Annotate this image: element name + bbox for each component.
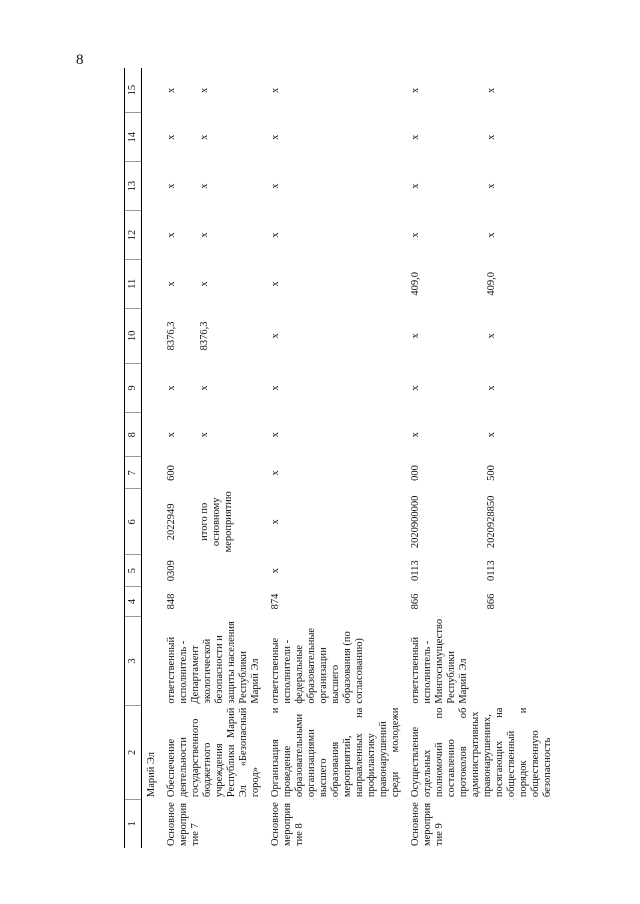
cell-c7: 000	[410, 465, 421, 481]
cell-c7: 600	[166, 465, 177, 481]
cell-c5: 0113	[410, 560, 421, 581]
cell-c7	[195, 457, 267, 489]
cell-c12: х	[486, 232, 497, 238]
cell-c8: х	[166, 432, 177, 438]
cell-c7: 500	[486, 465, 497, 481]
measure-executor: ответственные исполнители - федеральные образовательные организации высшего образования (по согласованию)	[270, 627, 365, 704]
cell-c14: х	[198, 134, 210, 140]
cell-c12: х	[270, 232, 281, 238]
column-number-row	[125, 68, 142, 848]
cell-c11: 409,0	[410, 272, 421, 296]
cell-c7: х	[270, 470, 281, 476]
cell-c5: 0309	[166, 560, 177, 582]
program-measures-table	[124, 68, 558, 848]
cell-c9: х	[166, 385, 177, 391]
cell-c15: х	[270, 87, 281, 93]
cell-c11: х	[198, 281, 210, 287]
cell-c4	[195, 587, 267, 617]
cell-c5	[195, 555, 267, 587]
cell-c8: х	[410, 432, 421, 438]
cell-c9: х	[270, 385, 281, 391]
cell-c11: 409,0	[486, 272, 497, 296]
cell-c11: х	[270, 281, 281, 287]
cell-c9: х	[198, 385, 210, 391]
cell-c12: х	[410, 232, 421, 238]
measure-number: Основное мероприятие 9	[410, 802, 445, 846]
cell-c13: х	[166, 183, 177, 189]
column-header-15: 15	[125, 68, 142, 113]
cell-c4: 866	[410, 593, 421, 610]
cell-c10: 8376,3	[166, 321, 177, 351]
continuation-text: Марий Эл	[146, 751, 157, 798]
column-header-4: 4	[125, 587, 142, 617]
page-number: 8	[76, 52, 84, 68]
cell-c13: х	[410, 183, 421, 189]
cell-c15: х	[166, 87, 177, 93]
cell-c6: 2020900000	[410, 495, 421, 549]
cell-c13: х	[198, 183, 210, 189]
measure-executor: ответственный исполнитель - Мингосимущество Республики Марий Эл	[410, 618, 469, 704]
measure-name: Организация и проведение образовательными организациями высшего образования мероприятий, направленных на профилактику правонарушений среди молодежи	[270, 707, 401, 798]
cell-c14: х	[486, 134, 497, 140]
column-header-9: 9	[125, 364, 142, 413]
measure-number: Основное мероприятие 7	[166, 802, 201, 846]
cell-c14: х	[166, 134, 177, 140]
column-header-7: 7	[125, 457, 142, 489]
cell-c10: х	[410, 333, 421, 339]
cell-c15: х	[198, 87, 210, 93]
column-header-11: 11	[125, 259, 142, 308]
cell-c8: х	[486, 432, 497, 438]
column-header-3: 3	[125, 616, 142, 705]
measure-name: Осуществление отдельных полномочий по составлению протоколов об административных правонарушениях, посягающих на общественный порядок и общественную безопасность	[410, 707, 553, 798]
cell-c12: х	[166, 232, 177, 238]
cell-c13: х	[270, 183, 281, 189]
cell-c15: х	[410, 87, 421, 93]
table-row	[162, 68, 195, 848]
cell-c5: х	[270, 568, 281, 574]
column-header-13: 13	[125, 162, 142, 211]
continuation-row	[142, 68, 163, 848]
measure-name: Обеспечение деятельности государственного бюджетного учреждения Республики Марий Эл «Безопасный город»	[166, 707, 261, 798]
cell-c14: х	[270, 134, 281, 140]
cell-c4: 866	[486, 593, 497, 610]
column-header-5: 5	[125, 555, 142, 587]
cell-c4: 848	[166, 593, 177, 610]
column-header-2: 2	[125, 706, 142, 800]
cell-c4: 874	[270, 593, 281, 610]
table-row	[406, 68, 482, 848]
cell-c6: 2020928850	[486, 495, 497, 549]
measure-executor: ответственный исполнитель - Департамент экологической безопасности и защиты населения Республики Марий Эл	[166, 621, 261, 704]
cell-c10: х	[270, 333, 281, 339]
column-header-12: 12	[125, 211, 142, 260]
cell-c11: х	[166, 281, 177, 287]
column-header-8: 8	[125, 412, 142, 457]
cell-c10: 8376,3	[198, 321, 210, 351]
column-header-10: 10	[125, 308, 142, 363]
cell-c13: х	[486, 183, 497, 189]
column-header-6: 6	[125, 489, 142, 555]
cell-c15: х	[486, 87, 497, 93]
cell-c5: 0113	[486, 560, 497, 581]
cell-c12: х	[198, 232, 210, 238]
table-row	[266, 68, 406, 848]
column-header-1: 1	[125, 799, 142, 848]
column-header-14: 14	[125, 113, 142, 162]
cell-c6: 2022949	[166, 503, 177, 541]
cell-c6: х	[270, 519, 281, 525]
measure-number: Основное мероприятие 8	[270, 802, 305, 846]
cell-c8: х	[270, 432, 281, 438]
cell-c10: х	[486, 333, 497, 339]
cell-c9: х	[410, 385, 421, 391]
cell-c8: х	[198, 432, 210, 438]
cell-c14: х	[410, 134, 421, 140]
rotated-table-page	[124, 68, 624, 848]
cell-c6: итого по основному мероприятию	[198, 491, 234, 553]
cell-c9: х	[486, 385, 497, 391]
